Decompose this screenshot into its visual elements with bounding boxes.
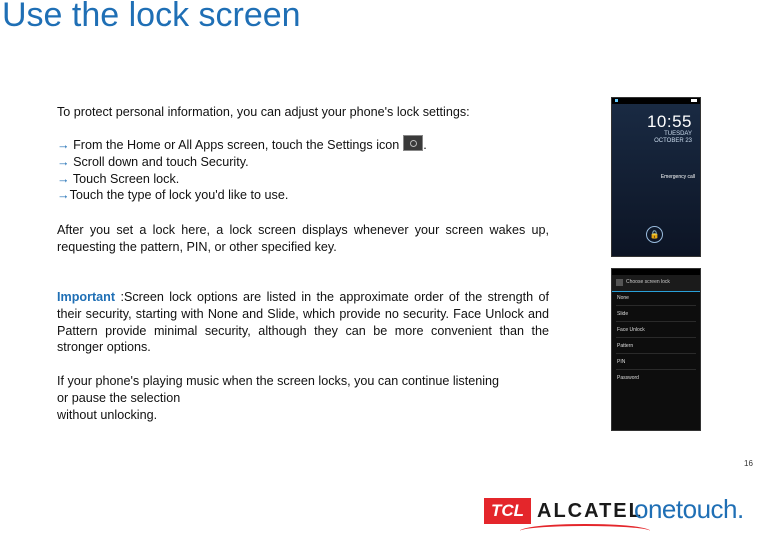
onetouch-logo-text: onetouch. bbox=[634, 494, 744, 524]
settings-icon bbox=[616, 279, 623, 286]
divider bbox=[616, 353, 696, 354]
menu-item-slide[interactable]: Slide bbox=[617, 311, 629, 317]
step-4 bbox=[57, 187, 549, 204]
tcl-logo: TCL bbox=[484, 498, 531, 524]
logo-swoosh bbox=[520, 524, 650, 538]
menu-item-pattern[interactable]: Pattern bbox=[617, 343, 634, 349]
music-line: or pause the selection bbox=[57, 390, 181, 405]
step-1-end: . bbox=[423, 138, 427, 152]
alcatel-logo-text: ALCATEL bbox=[537, 500, 643, 522]
menu-header bbox=[612, 275, 700, 292]
divider bbox=[616, 369, 696, 370]
arrow-icon: → bbox=[57, 171, 70, 186]
lock-date bbox=[654, 131, 692, 145]
important-note bbox=[57, 289, 549, 356]
page-number: 16 bbox=[744, 459, 753, 468]
after-lock-text: After you set a lock here, a lock screen displays whenever your screen wakes up, requesting the pattern, PIN, or other specified key. bbox=[57, 223, 549, 254]
important-label: Important bbox=[57, 290, 116, 304]
settings-icon bbox=[403, 135, 423, 151]
divider bbox=[616, 305, 696, 306]
intro-text: To protect personal information, you can adjust your phone's lock settings: bbox=[57, 105, 470, 119]
music-text bbox=[57, 373, 549, 423]
music-line: If your phone's playing music when the screen locks, you can continue listening bbox=[57, 374, 500, 388]
music-line: without unlocking. bbox=[57, 407, 158, 422]
step-3-text: Touch Screen lock. bbox=[69, 171, 180, 186]
lock-clock: 10:55 bbox=[646, 112, 692, 131]
step-1-text: From the Home or All Apps screen, touch the Settings icon bbox=[69, 138, 400, 152]
steps-list bbox=[57, 137, 549, 204]
status-bar bbox=[612, 98, 700, 104]
battery-icon bbox=[691, 99, 697, 102]
page-title: Use the lock screen bbox=[2, 0, 301, 34]
lock-screen-screenshot bbox=[611, 97, 701, 257]
menu-item-none[interactable]: None bbox=[617, 295, 629, 301]
menu-item-pin[interactable]: PIN bbox=[617, 359, 626, 365]
lock-date-day: TUESDAY bbox=[664, 131, 692, 137]
arrow-icon: → bbox=[57, 154, 70, 169]
screen-lock-menu-screenshot bbox=[611, 268, 701, 431]
notification-icon bbox=[615, 99, 618, 102]
divider bbox=[616, 321, 696, 322]
emergency-call-button[interactable]: Emergency call bbox=[660, 174, 695, 180]
arrow-icon: → bbox=[57, 138, 70, 152]
step-3 bbox=[57, 171, 549, 188]
unlock-ring-icon[interactable]: 🔒 bbox=[646, 226, 663, 243]
step-2-text: Scroll down and touch Security. bbox=[69, 154, 249, 169]
menu-item-password[interactable]: Password bbox=[617, 375, 639, 381]
lock-date-month: OCTOBER 23 bbox=[654, 138, 692, 144]
step-2 bbox=[57, 154, 549, 171]
step-4-text: Touch the type of lock you'd like to use. bbox=[69, 188, 289, 203]
step-1 bbox=[57, 137, 549, 154]
arrow-icon: → bbox=[57, 188, 70, 203]
menu-header-title: Choose screen lock bbox=[626, 279, 670, 285]
important-text: :Screen lock options are listed in the approximate order of the strength of their security, starting with None and Slide, which provide no security. Face Unlock and Pattern provide minimal security, although they can be more convenient than the stronger options. bbox=[57, 290, 549, 355]
menu-item-face-unlock[interactable]: Face Unlock bbox=[617, 327, 645, 333]
divider bbox=[616, 337, 696, 338]
